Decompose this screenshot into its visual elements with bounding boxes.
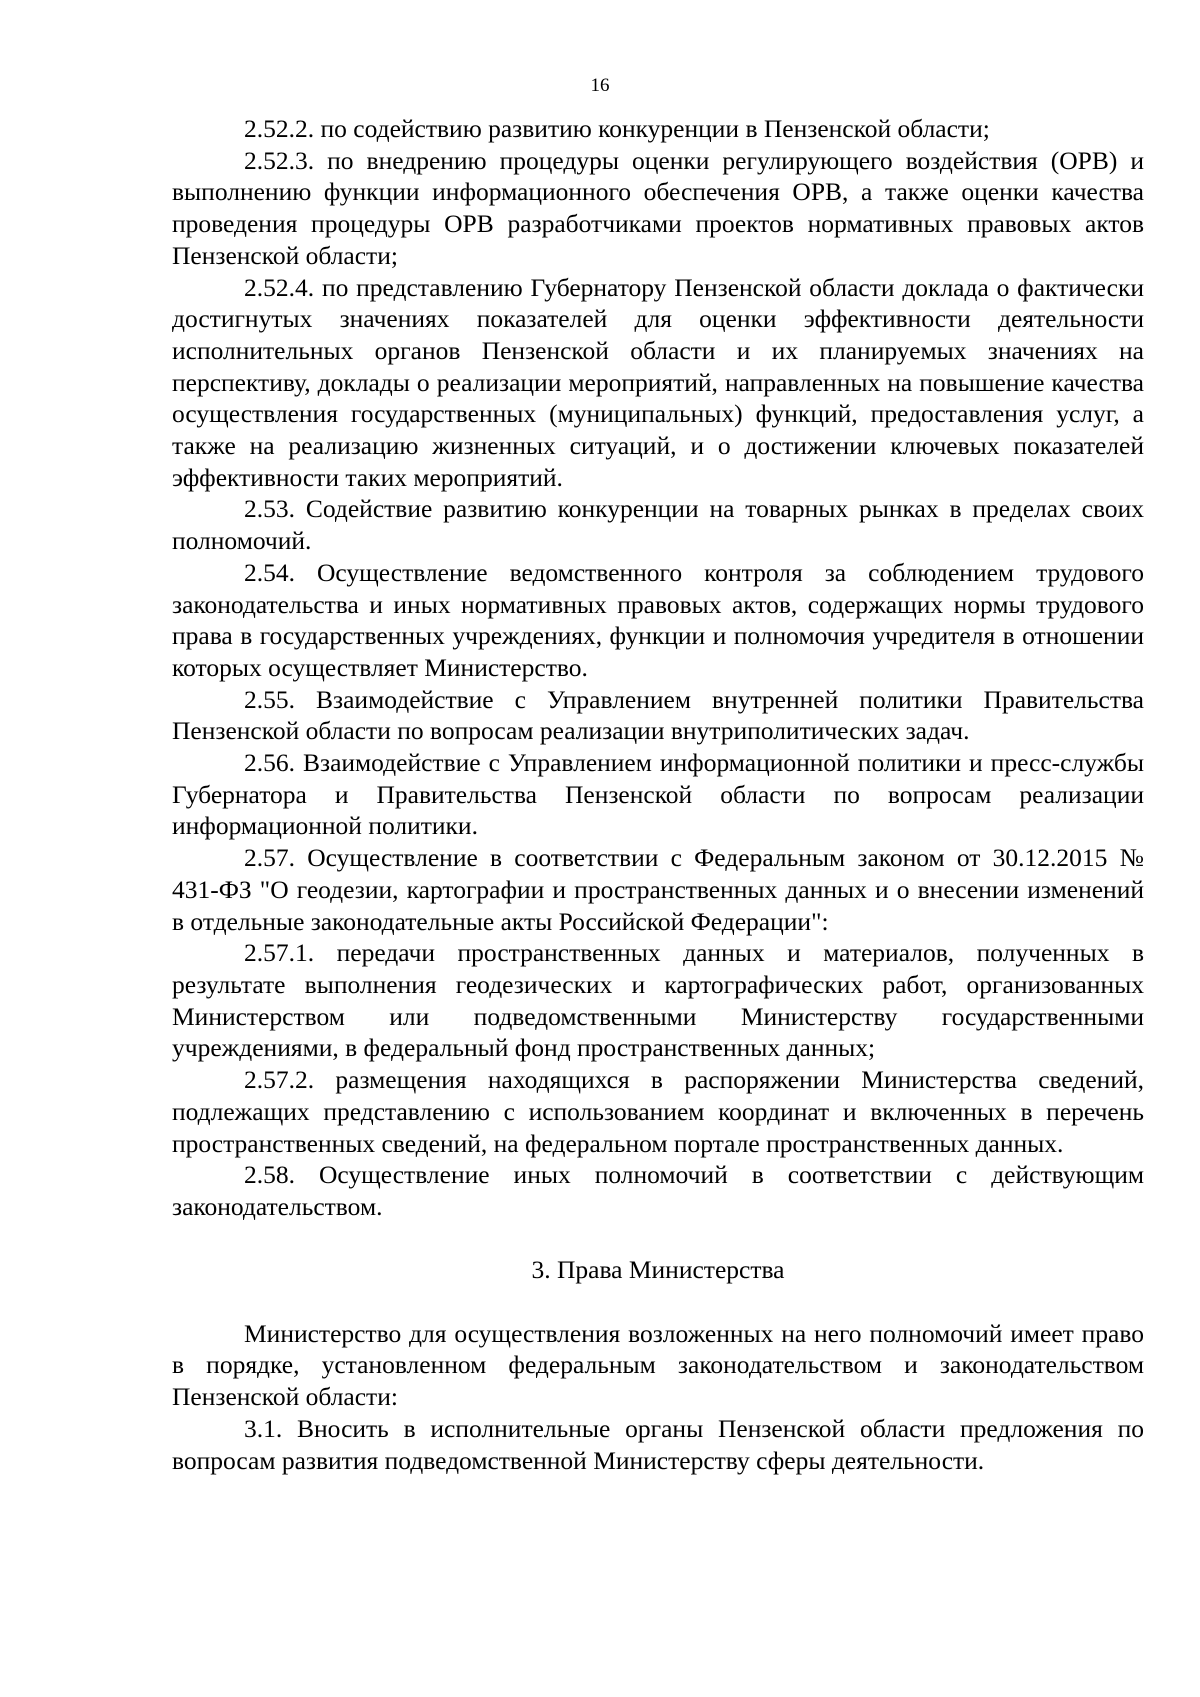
paragraph-2-56: 2.56. Взаимодействие с Управлением информационной политики и пресс-службы Губернатора и Правительства Пензенской области по вопросам реализации информационной политики. (172, 748, 1144, 841)
paragraph-2-52-4: 2.52.4. по представлению Губернатору Пензенской области доклада о фактически достигнутых значениях показателей для оценки эффективности деятельности исполнительных органов Пензенской области и их планируемых значениях на перспективу, доклады о реализации мероприятий, направленных на повышение качества осуществления государственных (муниципальных) функций, предоставления услуг, а также на реализацию жизненных ситуаций, и о достижении ключевых показателей эффективности таких мероприятий. (172, 272, 1144, 492)
paragraph-2-57: 2.57. Осуществление в соответствии с Федеральным законом от 30.12.2015 № 431-ФЗ "О геодезии, картографии и пространственных данных и о внесении изменений в отдельные законодательные акты Российской Федерации": (172, 843, 1144, 936)
paragraph-2-52-2: 2.52.2. по содействию развитию конкуренции в Пензенской области; (244, 114, 990, 143)
page-number: 16 (590, 75, 610, 96)
paragraph-2-54: 2.54. Осуществление ведомственного контроля за соблюдением трудового законодательства и иных нормативных правовых актов, содержащих нормы трудового права в государственных учреждениях, функции и полномочия учредителя в отношении которых осуществляет Министерство. (172, 557, 1144, 682)
paragraph-3-1: 3.1. Вносить в исполнительные органы Пензенской области предложения по вопросам развития подведомственной Министерству сферы деятельности. (172, 1413, 1144, 1475)
paragraph-2-57-2: 2.57.2. размещения находящихся в распоряжении Министерства сведений, подлежащих представлению с использованием координат и включенных в перечень пространственных сведений, на федеральном портале пространственных данных. (172, 1065, 1144, 1158)
document-body (172, 113, 1144, 1476)
paragraph-2-52-3: 2.52.3. по внедрению процедуры оценки регулирующего воздействия (ОРВ) и выполнению функции информационного обеспечения ОРВ, а также оценки качества проведения процедуры ОРВ разработчиками проектов нормативных правовых актов Пензенской области; (172, 145, 1144, 270)
paragraph-2-53: 2.53. Содействие развитию конкуренции на товарных рынках в пределах своих полномочий. (172, 494, 1144, 556)
paragraph-2-58: 2.58. Осуществление иных полномочий в соответствии с действующим законодательством. (172, 1160, 1144, 1221)
paragraph-2-57-1: 2.57.1. передачи пространственных данных и материалов, полученных в результате выполнения геодезических и картографических работ, организованных Министерством или подведомственными Министерству государственными учреждениями, в федеральный фонд пространственных данных; (172, 938, 1144, 1063)
section-title: 3. Права Министерства (531, 1255, 785, 1285)
paragraph-2-55: 2.55. Взаимодействие с Управлением внутренней политики Правительства Пензенской области по вопросам реализации внутриполитических задач. (172, 684, 1144, 746)
section-intro-paragraph: Министерство для осуществления возложенных на него полномочий имеет право в порядке, установленном федеральным законодательством и законодательством Пензенской области: (172, 1318, 1144, 1412)
